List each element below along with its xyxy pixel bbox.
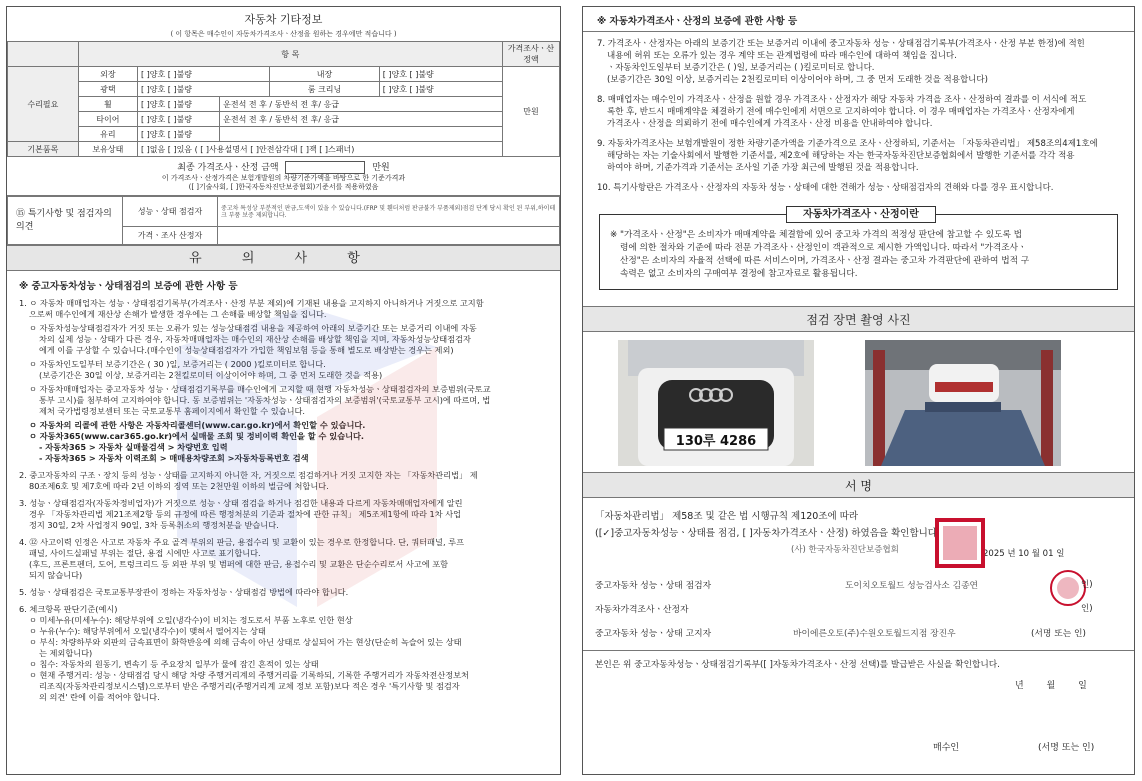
note-4-line: 패널, 사이드실패널 부위는 절단, 용접 시에만 사고로 표기합니다.	[29, 548, 261, 558]
check-good-bad[interactable]: [ ]양호 [ ]불량	[138, 112, 220, 127]
notifier-sign[interactable]: (서명 또는 인)	[1031, 629, 1086, 639]
check-good-bad[interactable]: [ ]양호 [ ]불량	[138, 127, 220, 142]
notifier-name: 바이에른오토(주)수원오토월드지점 장진우	[793, 629, 956, 639]
notice-title: 유 의 사 항	[7, 245, 560, 271]
note-7-line: ㆍ자동차인도일부터 보증기간은 ( )일, 보증거리는 ( )킬로미터로 합니다.	[607, 63, 875, 73]
check-good-bad[interactable]: [ ]양호 [ ]불량	[138, 97, 220, 112]
unit-label: 만원	[502, 67, 559, 157]
org-name: (사) 한국자동차진단보증협회	[791, 545, 899, 555]
header-item: 항 목	[78, 42, 502, 67]
note-7-line: 7. 가격조사ㆍ산정자는 아래의 보증기간 또는 보증거리 이내에 중고자동차 성능ㆍ상태점검기록부(가격조사ㆍ산정 부분 한정)에 적힌	[597, 39, 1085, 49]
car365-line: ㅇ 자동차365(www.car365.go.kr)에서 실매물 조회 및 정비이력 확인을 할 수 있습니다.	[29, 431, 365, 441]
sign-date: 2025 년 10 월 01 일	[983, 549, 1065, 559]
note-6-line: ㅇ 누유(누수): 해당부위에서 오일(냉각수)이 맺혀서 떨어지는 상태	[29, 626, 266, 636]
buyer-label: 매수인	[933, 743, 960, 753]
note-9-line: 하여야 하며, 기준가격과 기준서는 조사일 기준 가장 최근에 발행된 것을 적용합니다.	[607, 163, 919, 173]
row-glass: 유리	[78, 127, 137, 142]
note-1-line: ㅇ 자동차인도일부터 보증기간은 ( 30 )일, 보증거리는 ( 2000 )킬로미터로 합니다.	[29, 359, 326, 369]
definition-line: 령에 의한 절차와 기준에 따라 전문 가격조사ㆍ산정인이 객관적으로 제시한 가액입니다. 따라서 "가격조사ㆍ	[620, 243, 1027, 253]
note-1-line: ㅇ 자동차매매업자는 중고자동차 성능ㆍ상태점검기록부를 매수인에게 고지할 때 현행 자동차성능ㆍ상태점검자의 보증범위(국토교	[29, 384, 491, 394]
final-note-1: 이 가격조사ㆍ산정가격은 보험개발원의 차량기준가액을 바탕으로 한 기준가격과	[161, 174, 406, 182]
note-6-line: 6. 체크항목 판단기준(예시)	[19, 604, 118, 614]
car365-step: - 자동차365 > 자동차 이력조회 > 매매용차량조회 >자동차등록번호 검색	[39, 453, 309, 463]
note-1-line: 으로써 매수인에게 재산상 손해가 발생한 경우에는 그 손해를 배상할 책임을 집니다.	[29, 309, 327, 319]
notice-body	[7, 271, 560, 709]
note-1-line: 에게 이를 구상할 수 있습니다.(매수인이 성능상태점검자가 가입한 책임보험 등을 통해 별도로 배상받는 경우는 제외)	[39, 345, 454, 355]
holding-detail[interactable]: [ ]없음 [ ]있음 ( [ ]사용설명서 [ ]안전삼각대 [ ]잭 [ ]스패너)	[138, 142, 503, 157]
note-6-line: 의 의견' 란에 이를 적어야 합니다.	[39, 692, 160, 702]
note-4-line: 되지 않습니다)	[29, 570, 83, 580]
final-price-input[interactable]	[285, 161, 365, 174]
price-definition-box	[599, 209, 1118, 290]
final-price-block	[7, 157, 560, 196]
buyer-sign[interactable]: (서명 또는 인)	[1038, 743, 1095, 753]
sign-section-title: 서 명	[583, 472, 1134, 498]
note-9-line: 해당하는 자는 기술사회에서 발행한 기준서를, 제2호에 해당하는 자는 한국자동차진단보증협회에서 발행한 기준서를 각각 적용	[607, 151, 1075, 161]
license-plate: 130루 4286	[675, 434, 757, 449]
inspector-sign-mark[interactable]: 인)	[1081, 580, 1093, 590]
pricer-sign-mark[interactable]: 인)	[1081, 604, 1093, 614]
final-price-unit: 만원	[372, 163, 390, 173]
right-page	[582, 6, 1135, 775]
note-8-line: 8. 매매업자는 매수인이 가격조사ㆍ산정을 원할 경우 가격조사ㆍ산정자가 해당 자동차 가격을 조사ㆍ산정하여 결과를 이 서식에 적도	[597, 95, 1087, 105]
note-1-line: 통부 고시)를 첨부하여 고지하여야 합니다. 동 보증범위는 '자동차성능ㆍ상태점검자의 보증범위'(국토교통부 고시)에 따르며, 법	[39, 395, 491, 405]
row-wheel: 휠	[78, 97, 137, 112]
note-2-line: 80조제6호 및 제7호에 따라 2년 이하의 징역 또는 2천만원 이하의 벌금에 처합니다.	[29, 481, 329, 491]
official-seal	[935, 518, 985, 568]
pricer-opinion[interactable]	[218, 227, 560, 245]
note-3-line: 3. 성능ㆍ상태점검자(자동차정비업자)가 거짓으로 성능ㆍ상태 점검을 하거나 점검한 내용과 다르게 자동차매매업자에게 알린	[19, 498, 463, 508]
price-definition-title: 자동차가격조사ㆍ산정이란	[786, 206, 936, 223]
wheel-detail: 운전석 전 후 / 동반석 전 후/ 응급	[220, 97, 503, 112]
note-2-line: 2. 중고자동차의 구조ㆍ장치 등의 성능ㆍ상태를 고지하지 아니한 자, 거짓으로 점검하거나 거짓 고지한 자는 「자동차관리법」 제	[19, 470, 478, 480]
basic-items-label: 기본품목	[8, 142, 79, 157]
check-good-bad[interactable]: [ ]양호 [ ]불량	[138, 67, 270, 82]
car-lift-photo	[865, 340, 1061, 466]
note-6-line: ㅇ 침수: 자동차의 원동기, 변속기 등 주요장치 일부가 물에 잠긴 흔적이 있는 상태	[29, 659, 319, 669]
note-6-line: 는 제외합니다)	[39, 648, 93, 658]
guarantee-title: ※ 중고자동차성능ㆍ상태점검의 보증에 관한 사항 등	[19, 281, 238, 292]
inspector-opinion: 중고차 특성상 부분적인 판금,도색이 있을 수 있습니다.(FRP 및 휀더처럼 판금불가 부품제외)점검 단계 당시 확인 된 부위,하이테크 부품 보증 제외합니다.	[218, 197, 560, 227]
check-good-bad[interactable]: [ ]양호 [ ]불량	[379, 67, 502, 82]
note-5-line: 5. 성능ㆍ상태점검은 국토교통부장관이 정하는 자동차성능ㆍ상태점검 방법에 따라야 합니다.	[19, 587, 349, 597]
note-6-line: ㅇ 부식: 차량하부와 외판의 금속표면이 화학반응에 의해 금속이 아닌 상태로 상실되어 가는 현상(단순히 녹슬어 있는 상태	[29, 637, 462, 647]
receipt-line: 본인은 위 중고자동차성능ㆍ상태점검기록부([ ]자동차가격조사ㆍ산정 선택)를 발급받은 사실을 확인합니다.	[595, 660, 1000, 670]
note-3-line: 경우 「자동차관리법 제21조제2항 등의 규정에 따른 행정처분의 기준과 절차에 관한 규칙」 제5조제1항에 따라 1차 사업	[29, 509, 462, 519]
receipt-date[interactable]: 년 월 일	[1015, 681, 1097, 691]
inspector-label: 성능ㆍ상태 점검자	[123, 197, 218, 227]
photo-section-title: 점검 장면 촬영 사진	[583, 306, 1134, 332]
law-line: 「자동차관리법」 제58조 및 같은 법 시행규칙 제120조에 따라	[595, 511, 859, 522]
special-notes-table	[7, 196, 560, 245]
row-interior: 내장	[270, 67, 379, 82]
tire-detail: 운전석 전 후 / 동반석 전 후/ 응급	[220, 112, 503, 127]
check-good-bad[interactable]: [ ]양호 [ ]불량	[138, 82, 270, 97]
note-1-line: (보증기간은 30일 이상, 보증거리는 2천킬로미터 이상이어야 하며, 그 중 먼저 도래한 것을 적용)	[39, 370, 383, 380]
row-tire: 타이어	[78, 112, 137, 127]
definition-line: 산정"은 소비자의 자율적 선택에 따른 서비스이며, 가격조사ㆍ산정 결과는 중고차 가격판단에 관하여 법적 구	[620, 256, 1030, 266]
note-8-line: 가격조사ㆍ산정을 의뢰하기 전에 매수인에게 가격조사ㆍ산정 비용을 안내하여야 합니다.	[607, 119, 933, 129]
definition-line: 속력은 없고 소비자의 구매여부 결정에 참고자료로 활용됩니다.	[620, 269, 858, 279]
note-1-line: 차의 실제 성능ㆍ상태가 다른 경우, 자동차매매업자는 매수인의 재산상 손해를 배상할 책임을 지며, 자동차성능상태점검자	[39, 334, 471, 344]
check-good-bad[interactable]: [ ]양호 [ ]불량	[379, 82, 502, 97]
note-6-line: 리조직(자동차관리정보시스템)으로부터 받은 주행거리(주행거리계 교체 정보 포함)보다 적은 경우 '특기사항 및 점검자	[39, 681, 460, 691]
note-9-line: 9. 자동차가격조사는 보험개발원이 정한 차량기준가액을 기준가격으로 조사ㆍ산정하되, 기준서는 「자동차관리법」 제58조의4제1호에	[597, 139, 1098, 149]
note-7-line: 내용에 허위 또는 오류가 있는 경우 계약 또는 관계법령에 따라 매수인에 대하여 책임을 집니다.	[607, 51, 957, 61]
row-exterior: 외장	[78, 67, 137, 82]
note-6-line: ㅇ 현재 주행거리: 성능ㆍ상태점검 당시 해당 차량 주행거리계의 주행거리를 기록하되, 기록한 주행거리가 자동차전산정보처	[29, 670, 469, 680]
doc-subtitle: ( 이 항목은 매수인이 자동차가격조사ㆍ산정을 원하는 경우에만 적습니다 )	[170, 30, 397, 38]
note-7-line: (보증기간은 30일 이상, 보증거리는 2천킬로미터 이상이어야 하며, 그 중 먼저 도래한 것을 적용합니다)	[607, 75, 988, 85]
check-line[interactable]: ([✓]중고자동차성능ㆍ상태를 점검, [ ]자동차가격조사ㆍ산정) 하였음을 확인합니다.	[595, 528, 941, 539]
note-1-line: 제처 국가법령정보센터 또는 국토교통부 홈페이지에서 확인할 수 있습니다.	[39, 406, 306, 416]
inspector-name: 도이치오토월드 성능검사소 김종연	[845, 581, 979, 591]
other-info-table	[7, 41, 560, 157]
note-4-line: 4. ⑫ 사고이력 인정은 사고로 자동차 주요 골격 부위의 판금, 용접수리 및 교환이 있는 경우로 한정합니다. 단, 쿼터패널, 루프	[19, 537, 464, 547]
left-page	[6, 6, 561, 775]
note-8-line: 록한 후, 반드시 매매계약을 체결하기 전에 매수인에게 서면으로 고지하여야 합니다. 이 경우 매매업자는 가격조사ㆍ산정자에게	[607, 107, 1075, 117]
note-6-line: ㅇ 미세누유(미세누수): 해당부위에 오일(냉각수)이 비치는 정도로서 부품 노후로 인한 현상	[29, 615, 353, 625]
final-note-2: ([ ]기술사회, [ ]한국자동차진단보증협회)기준서를 적용하였음	[188, 183, 379, 191]
final-price-label: 최종 가격조사ㆍ산정 금액	[177, 163, 279, 173]
repair-label: 수리필요	[8, 67, 79, 142]
row-gloss: 광택	[78, 82, 137, 97]
notifier-role: 중고자동차 성능ㆍ상태 고지자	[595, 629, 712, 639]
doc-title: 자동차 기타정보	[244, 13, 323, 26]
recall-line: ㅇ 자동차의 리콜에 관한 사항은 자동차리콜센터(www.car.go.kr)에서 확인할 수 있습니다.	[29, 420, 366, 430]
signature-area	[583, 498, 1134, 698]
note-10-line: 10. 특기사항란은 가격조사ㆍ산정자의 자동차 성능ㆍ상태에 대한 견해가 성능ㆍ상태점검자의 견해와 다를 경우 표시합니다.	[597, 183, 1054, 193]
pricer-label: 가격ㆍ조사 산정자	[123, 227, 218, 245]
inspector-role: 중고자동차 성능ㆍ상태 점검자	[595, 581, 712, 591]
header-price: 가격조사ㆍ산정액	[502, 42, 559, 67]
car365-step: - 자동차365 > 자동차 실매물검색 > 차량번호 입력	[39, 442, 228, 452]
special-label: ⑮ 특기사항 및 점검자의 의견	[8, 197, 123, 245]
note-1-line: 1. ㅇ 자동차 매매업자는 성능ㆍ상태점검기록부(가격조사ㆍ산정 부분 제외)에 기재된 내용을 고지하지 아니하거나 거짓으로 고지함	[19, 298, 484, 308]
row-room-cleaning: 룸 크리닝	[270, 82, 379, 97]
price-guarantee-title: ※ 자동차가격조사ㆍ산정의 보증에 관한 사항 등	[583, 7, 1134, 32]
divider	[583, 650, 1134, 651]
holding-label: 보유상태	[78, 142, 137, 157]
note-3-line: 정지 30일, 2차 사업정지 90일, 3차 등록취소의 행정처분을 받습니다.	[29, 520, 279, 530]
note-1-line: ㅇ 자동차성능상태점검자가 거짓 또는 오류가 있는 성능상태점검 내용을 제공하여 아래의 보증기간 또는 보증거리 이내에 자동	[29, 323, 477, 333]
pricer-role: 자동차가격조사ㆍ산정자	[595, 605, 689, 615]
photo-area	[583, 332, 1134, 472]
note-4-line: (후드, 프론트펜더, 도어, 트렁크리드 등 외판 부위 및 범퍼에 대한 판금, 용접수리 및 교환은 단순수리로서 사고에 포함	[29, 559, 449, 569]
price-notes	[583, 38, 1134, 194]
definition-line: ※ "가격조사ㆍ산정"은 소비자가 매매계약을 체결함에 있어 중고차 가격의 적정성 판단에 참고할 수 있도록 법	[610, 230, 1023, 240]
